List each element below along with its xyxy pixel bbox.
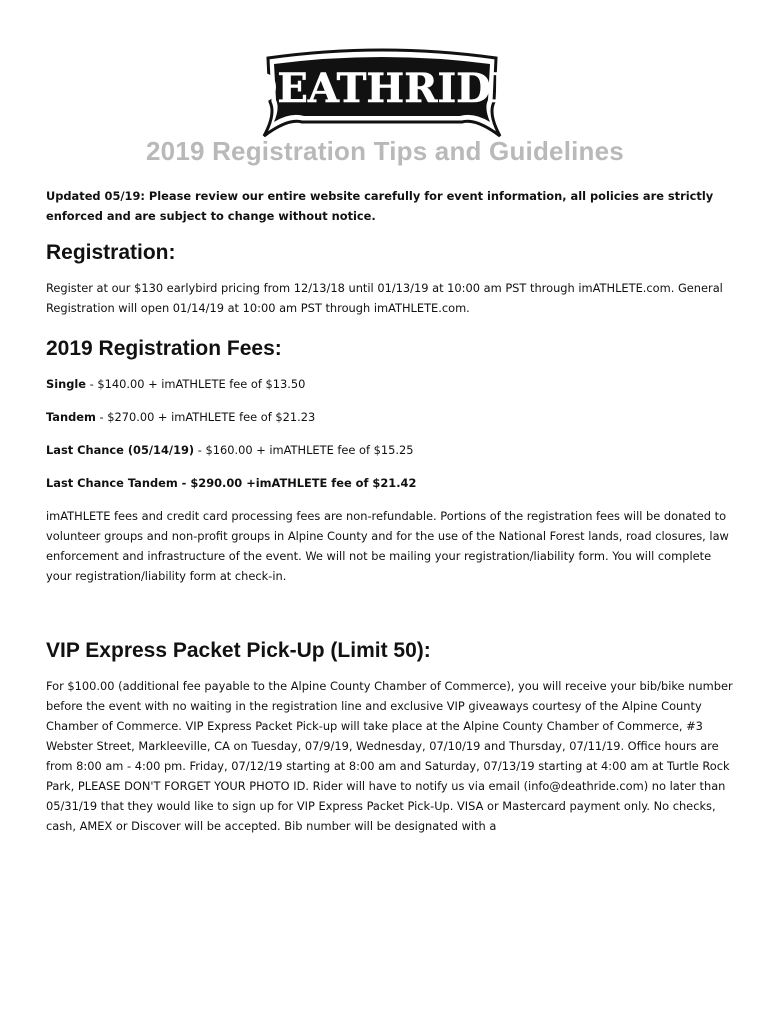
document-content bbox=[46, 186, 736, 854]
fee-tandem bbox=[46, 407, 736, 427]
fee-last-chance bbox=[46, 440, 736, 460]
fee-last-chance-detail: - $160.00 + imATHLETE fee of $15.25 bbox=[194, 443, 414, 457]
deathride-logo-graphic bbox=[242, 44, 522, 140]
fees-note: imATHLETE fees and credit card processing fees are non-refundable. Portions of the registration fees will be donated to volunteer groups and non-profit groups in Alpine County and for the use of the National Forest lands, road closures, law enforcement and infrastructure of the event. We will not be mailing your registration/liability form. You will complete your registration/liability form at check-in. bbox=[46, 509, 729, 583]
fee-tandem-label: Tandem bbox=[46, 410, 96, 424]
fee-single-detail: - $140.00 + imATHLETE fee of $13.50 bbox=[86, 377, 306, 391]
fee-single bbox=[46, 374, 736, 394]
vip-body: For $100.00 (additional fee payable to the Alpine County Chamber of Commerce), you will receive your bib/bike number before the event with no waiting in the registration line and exclusive VIP giveaways courtesy of the Alpine County Chamber of Commerce. VIP Express Packet Pick-up will take place at the Alpine County Chamber of Commerce, #3 Webster Street, Markleeville, CA on Tuesday, 07/9/19, Wednesday, 07/10/19 and Thursday, 07/11/19. Office hours are from 8:00 am - 4:00 pm. Friday, 07/12/19 starting at 8:00 am and Saturday, 07/13/19 starting at 4:00 am at Turtle Rock Park, PLEASE DON'T FORGET YOUR PHOTO ID. Rider will have to notify us via email (info@deathride.com) no later than 05/31/19 that they would like to sign up for VIP Express Packet Pick-Up. VISA or Mastercard payment only. No checks, cash, AMEX or Discover will be accepted. Bib number will be designated with a bbox=[46, 679, 733, 833]
updated-notice: Updated 05/19: Please review our entire website carefully for event information, all policies are strictly enforced and are subject to change without notice. bbox=[46, 189, 714, 223]
fee-last-chance-tandem bbox=[46, 473, 736, 493]
section-spacer bbox=[46, 604, 736, 638]
page-title: 2019 Registration Tips and Guidelines bbox=[146, 136, 624, 166]
vip-heading: VIP Express Packet Pick-Up (Limit 50): bbox=[46, 639, 431, 662]
logo-wordmark: DEATHRIDE bbox=[242, 65, 522, 112]
fee-last-chance-label: Last Chance (05/14/19) bbox=[46, 443, 195, 457]
deathride-logo bbox=[242, 44, 522, 140]
registration-body: Register at our $130 earlybird pricing from 12/13/18 until 01/13/19 at 10:00 am PST through imATHLETE.com. General Registration will open 01/14/19 at 10:00 am PST through imATHLETE.com. bbox=[46, 281, 723, 315]
fees-heading: 2019 Registration Fees: bbox=[46, 337, 282, 360]
fee-tandem-detail: - $270.00 + imATHLETE fee of $21.23 bbox=[95, 410, 316, 424]
fee-last-chance-tandem-label: Last Chance Tandem - $290.00 +imATHLETE fee of $21.42 bbox=[46, 476, 417, 490]
registration-heading: Registration: bbox=[46, 241, 176, 264]
fee-single-label: Single bbox=[46, 377, 87, 391]
